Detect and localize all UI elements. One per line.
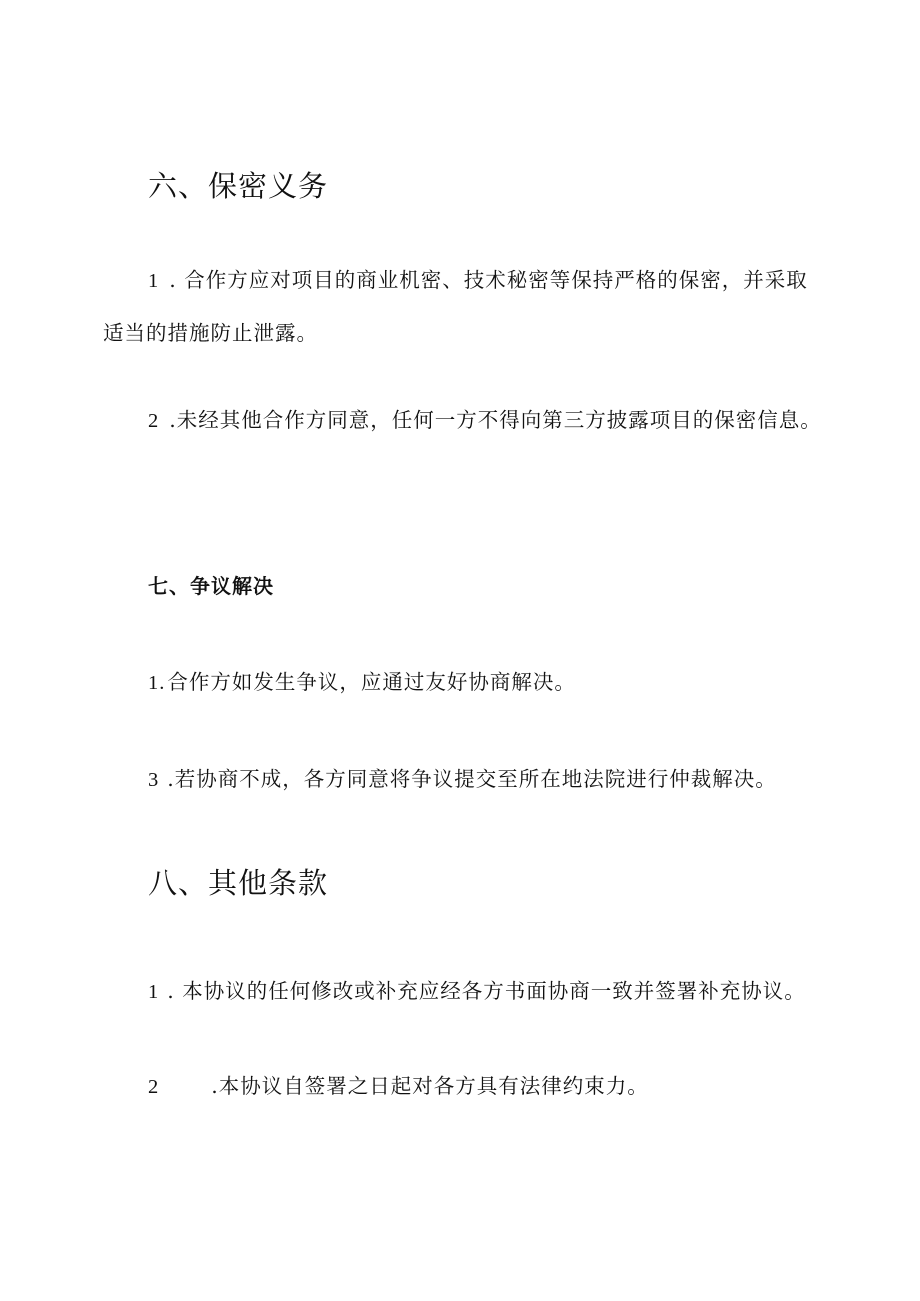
item-text: . 合作方应对项目的商业机密、技术秘密等保持严格的保密，并采取适当的措施防止泄露。 (103, 268, 808, 345)
section-8-heading: 八、其他条款 (148, 866, 329, 900)
section-7-heading: 七、争议解决 (148, 574, 274, 598)
item-number: 2 (148, 410, 160, 432)
section-7-item-1 (148, 667, 848, 698)
section-6-item-2 (103, 394, 823, 447)
item-number: 1 (148, 270, 160, 292)
section-6-heading: 六、保密义务 (148, 169, 329, 203)
item-text: . 本协议的任何修改或补充应经各方书面协商一致并签署补充协议。 (167, 979, 806, 1003)
item-text: .若协商不成，各方同意将争议提交至所在地法院进行仲裁解决。 (167, 767, 777, 791)
section-6-item-1 (103, 254, 823, 359)
item-number: 3 (148, 769, 160, 791)
item-number: 1. (148, 672, 166, 694)
item-text: 合作方如发生争议，应通过友好协商解决。 (167, 670, 576, 694)
item-text: .本协议自签署之日起对各方具有法律约束力。 (211, 1074, 649, 1098)
item-number: 2 (148, 1076, 160, 1098)
section-7-item-2 (148, 764, 848, 795)
item-text: .未经其他合作方同意，任何一方不得向第三方披露项目的保密信息。 (169, 408, 822, 432)
section-8-item-2 (148, 1071, 848, 1102)
item-number: 1 (148, 981, 160, 1003)
section-8-item-1 (148, 976, 848, 1007)
